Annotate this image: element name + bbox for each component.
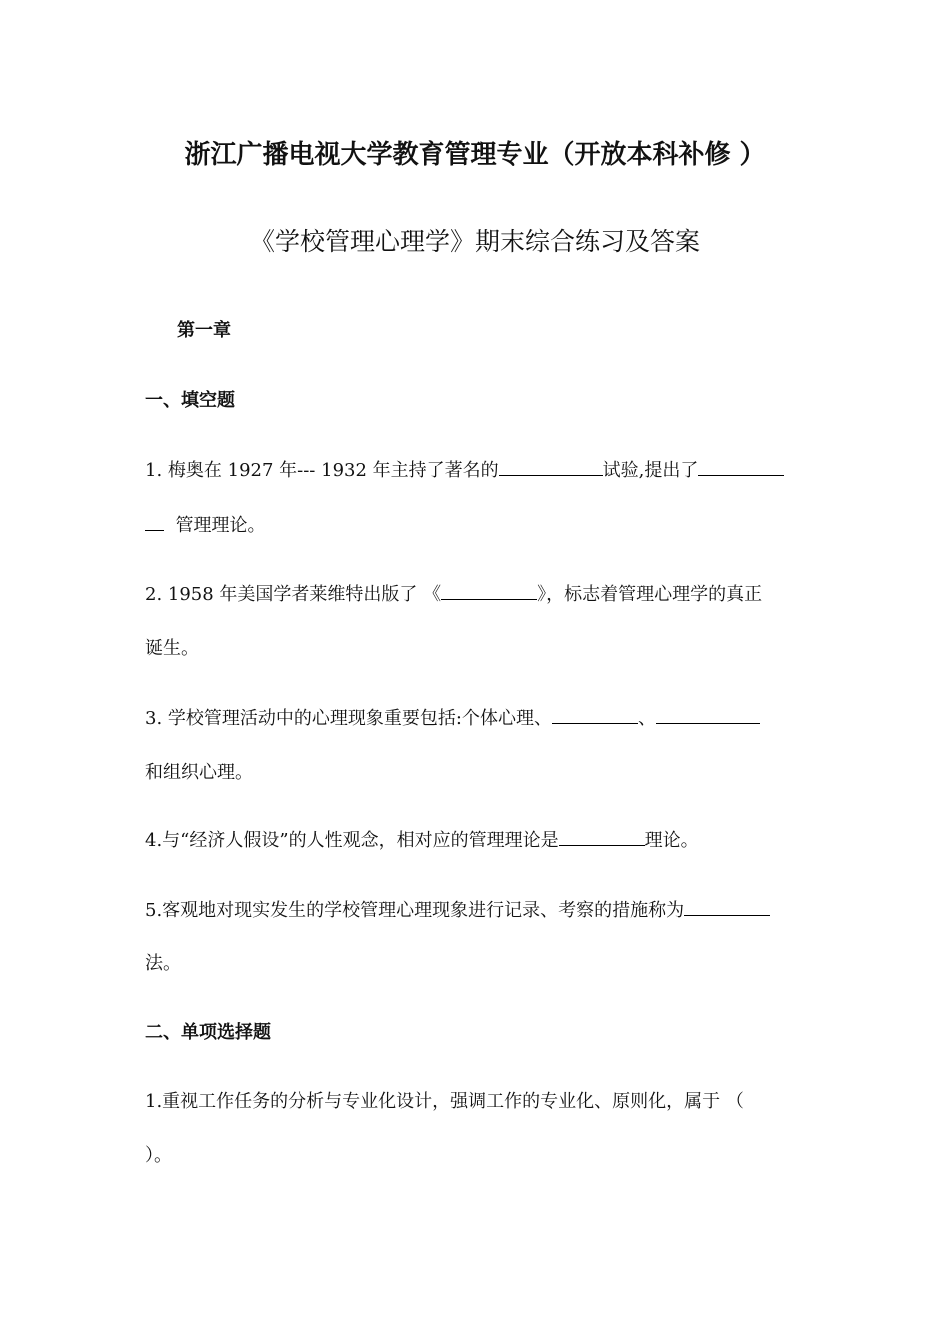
answer-blank — [656, 705, 760, 724]
question-5-line-2: 法。 — [145, 953, 181, 974]
q2-text-a: 2. 1958 年美国学者莱维特出版了 《 — [145, 584, 442, 605]
q5-text-a: 5.客观地对现实发生的学校管理心理现象进行记录、考察的措施称为 — [145, 900, 685, 921]
q3-text-b: 、 — [637, 708, 656, 729]
answer-blank — [559, 827, 645, 846]
q3-text-a: 3. 学校管理活动中的心理现象重要包括:个体心理、 — [145, 708, 552, 729]
q1-text-c: 管理理论。 — [175, 515, 266, 536]
answer-blank — [499, 457, 603, 476]
question-3-line-2: 和组织心理。 — [145, 762, 253, 783]
q2-text-b: 》，标志着管理心理学的真正 — [537, 584, 763, 605]
document-title: 浙江广播电视大学教育管理专业（开放本科补修 ） — [184, 140, 766, 170]
question-5-line-1 — [145, 896, 770, 922]
answer-blank — [684, 897, 770, 916]
chapter-heading: 第一章 — [177, 320, 231, 341]
q1-text-a: 1. 梅奥在 1927 年--- 1932 年主持了著名的 — [145, 460, 499, 481]
question-4 — [145, 826, 699, 852]
section-heading-single-choice: 二、单项选择题 — [145, 1022, 271, 1043]
choice-question-1-line-2: ）。 — [145, 1145, 172, 1166]
question-2-line-1 — [145, 580, 762, 606]
question-3-line-1 — [145, 704, 760, 730]
q1-text-b: 试验,提出了 — [602, 460, 699, 481]
question-1-line-1 — [145, 456, 784, 482]
choice-question-1-line-1: 1.重视工作任务的分析与专业化设计，强调工作的专业化、原则化，属于 （ — [145, 1091, 744, 1112]
q4-text-b: 理论。 — [644, 830, 699, 851]
section-heading-fill-in: 一、填空题 — [145, 390, 235, 411]
answer-blank — [441, 581, 537, 600]
question-1-line-2 — [145, 511, 265, 537]
q4-text-a: 4.与“经济人假设”的人性观念，相对应的管理理论是 — [145, 830, 559, 851]
answer-blank — [698, 457, 784, 476]
document-subtitle: 《学校管理心理学》期末综合练习及答案 — [249, 227, 700, 256]
answer-blank — [552, 705, 638, 724]
question-2-line-2: 诞生。 — [145, 638, 199, 659]
answer-blank — [145, 512, 164, 531]
